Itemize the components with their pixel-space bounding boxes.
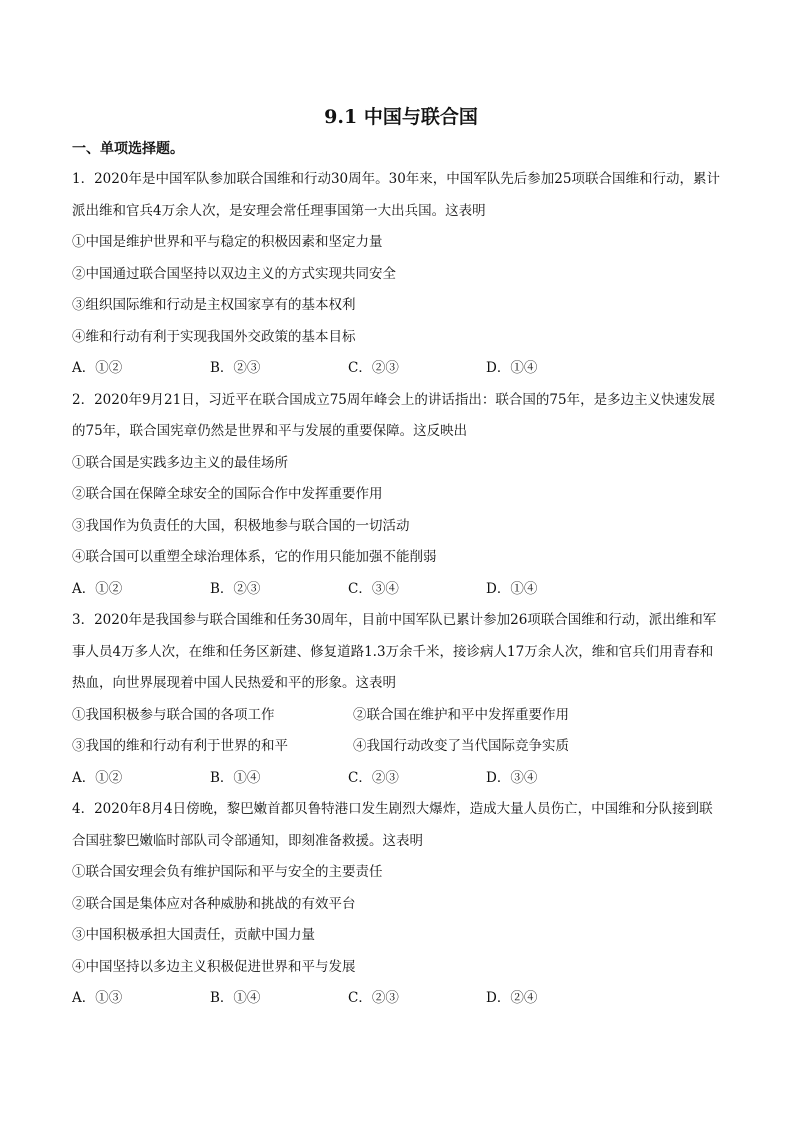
statement-item: ②联合国在维护和平中发挥重要作用 <box>353 706 569 723</box>
option-a: A．①③ <box>72 990 123 1006</box>
option-d: D．③④ <box>486 769 538 786</box>
option-b: B．②③ <box>210 360 261 376</box>
answer-options <box>72 763 722 795</box>
statement-item: ①联合国安理会负有维护国际和平与安全的主要责任 <box>72 864 383 880</box>
page-title: 9.1 中国与联合国 <box>324 106 478 128</box>
statement-item: ③中国积极承担大国责任，贡献中国力量 <box>72 927 315 943</box>
question-2 <box>72 385 722 606</box>
option-a: A．①② <box>72 580 123 597</box>
document-page <box>72 100 722 1015</box>
option-a: A．①② <box>72 769 123 786</box>
statement-item: ②中国通过联合国坚持以双边主义的方式实现共同安全 <box>72 265 396 282</box>
statement-item: ④联合国可以重塑全球治理体系，它的作用只能加强不能削弱 <box>72 549 437 565</box>
answer-options <box>72 983 722 1015</box>
statement-item: ①中国是维护世界和平与稳定的积极因素和坚定力量 <box>72 234 383 250</box>
question-1 <box>72 164 722 385</box>
question-3 <box>72 605 722 794</box>
option-d: D．①④ <box>486 360 538 376</box>
option-b: B．①④ <box>210 990 261 1006</box>
option-b: B．①④ <box>210 769 261 786</box>
statement-row <box>72 731 722 763</box>
statement-item: ①联合国是实践多边主义的最佳场所 <box>72 454 288 471</box>
option-a: A．①② <box>72 360 123 376</box>
answer-options <box>72 574 722 606</box>
section-heading: 一、单项选择题。 <box>72 141 184 157</box>
option-d: D．②④ <box>486 990 538 1006</box>
option-b: B．②③ <box>210 580 261 597</box>
statement-item: ②联合国在保障全球安全的国际合作中发挥重要作用 <box>72 486 383 502</box>
option-c: C．②③ <box>348 990 399 1006</box>
question-4 <box>72 794 722 1015</box>
question-stem: 3．2020年是我国参与联合国维和任务30周年，目前中国军队已累计参加26项联合国维和行动，派出维和军事人员4万多人次，在维和任务区新建、修复道路1.3万余千米，接诊病人17万余人次，维和官兵们用青春和热血，向世界展现着中国人民热爱和平的形象。这表明 <box>72 612 717 691</box>
question-stem: 2．2020年9月21日，习近平在联合国成立75周年峰会上的讲话指出：联合国的75年，是多边主义快速发展的75年，联合国宪章仍然是世界和平与发展的重要保障。这反映出 <box>72 391 716 439</box>
question-stem: 4．2020年8月4日傍晚，黎巴嫩首都贝鲁特港口发生剧烈大爆炸，造成大量人员伤亡，中国维和分队接到联合国驻黎巴嫩临时部队司令部通知，即刻准备救援。这表明 <box>72 801 713 849</box>
statement-item: ③组织国际维和行动是主权国家享有的基本权利 <box>72 297 356 313</box>
question-stem: 1．2020年是中国军队参加联合国维和行动30周年。30年来，中国军队先后参加25项联合国维和行动，累计派出维和官兵4万余人次，是安理会常任理事国第一大出兵国。这表明 <box>72 171 720 219</box>
statement-item: ②联合国是集体应对各种威胁和挑战的有效平台 <box>72 895 356 912</box>
option-d: D．①④ <box>486 580 538 597</box>
option-c: C．③④ <box>348 580 399 597</box>
statement-item: ③我国作为负责任的大国，积极地参与联合国的一切活动 <box>72 517 410 534</box>
statement-item: ①我国积极参与联合国的各项工作 <box>72 706 275 723</box>
statement-row <box>72 700 722 732</box>
statement-item: ③我国的维和行动有利于世界的和平 <box>72 738 288 754</box>
option-c: C．②③ <box>348 769 399 786</box>
answer-options <box>72 353 722 385</box>
statement-item: ④我国行动改变了当代国际竞争实质 <box>353 738 569 754</box>
statement-item: ④维和行动有利于实现我国外交政策的基本目标 <box>72 328 356 345</box>
statement-item: ④中国坚持以多边主义积极促进世界和平与发展 <box>72 958 356 975</box>
option-c: C．②③ <box>348 360 399 376</box>
